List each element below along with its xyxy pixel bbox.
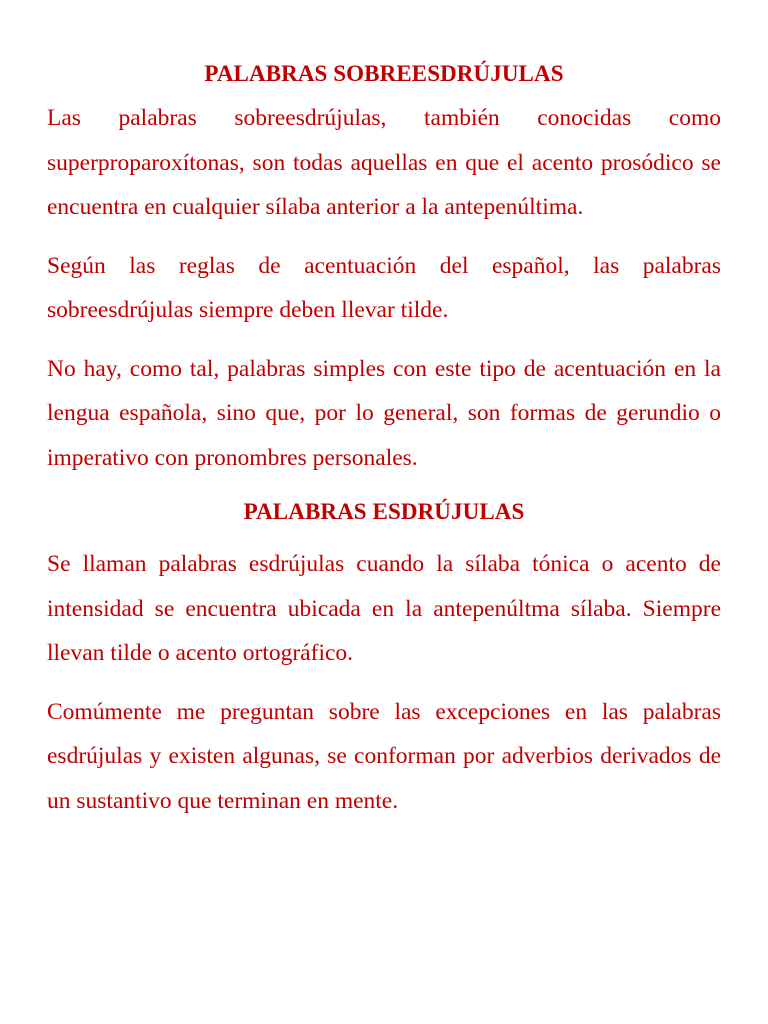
section-esdrujulas (47, 490, 721, 823)
paragraph: Comúmente me preguntan sobre las excepciones en las palabras esdrújulas y existen algunas, se conforman por adverbios derivados de un sustantivo que terminan en mente. (47, 698, 721, 814)
paragraph: No hay, como tal, palabras simples con este tipo de acentuación en la lengua española, sino que, por lo general, son formas de gerundio o imperativo con pronombres personales. (47, 355, 721, 471)
paragraph: Según las reglas de acentuación del español, las palabras sobreesdrújulas siempre deben llevar tilde. (47, 252, 721, 323)
section-heading: PALABRAS ESDRÚJULAS (243, 499, 525, 524)
section-sobreesdrujulas (47, 52, 721, 480)
document-page (47, 52, 721, 823)
section-heading: PALABRAS SOBREESDRÚJULAS (204, 61, 564, 86)
paragraph: Las palabras sobreesdrújulas, también conocidas como superproparoxítonas, son todas aquellas en que el acento prosódico se encuentra en cualquier sílaba anterior a la antepenúltima. (47, 105, 721, 220)
paragraph: Se llaman palabras esdrújulas cuando la sílaba tónica o acento de intensidad se encuentra ubicada en la antepenúltma sílaba. Siempre llevan tilde o acento ortográfico. (47, 551, 721, 666)
